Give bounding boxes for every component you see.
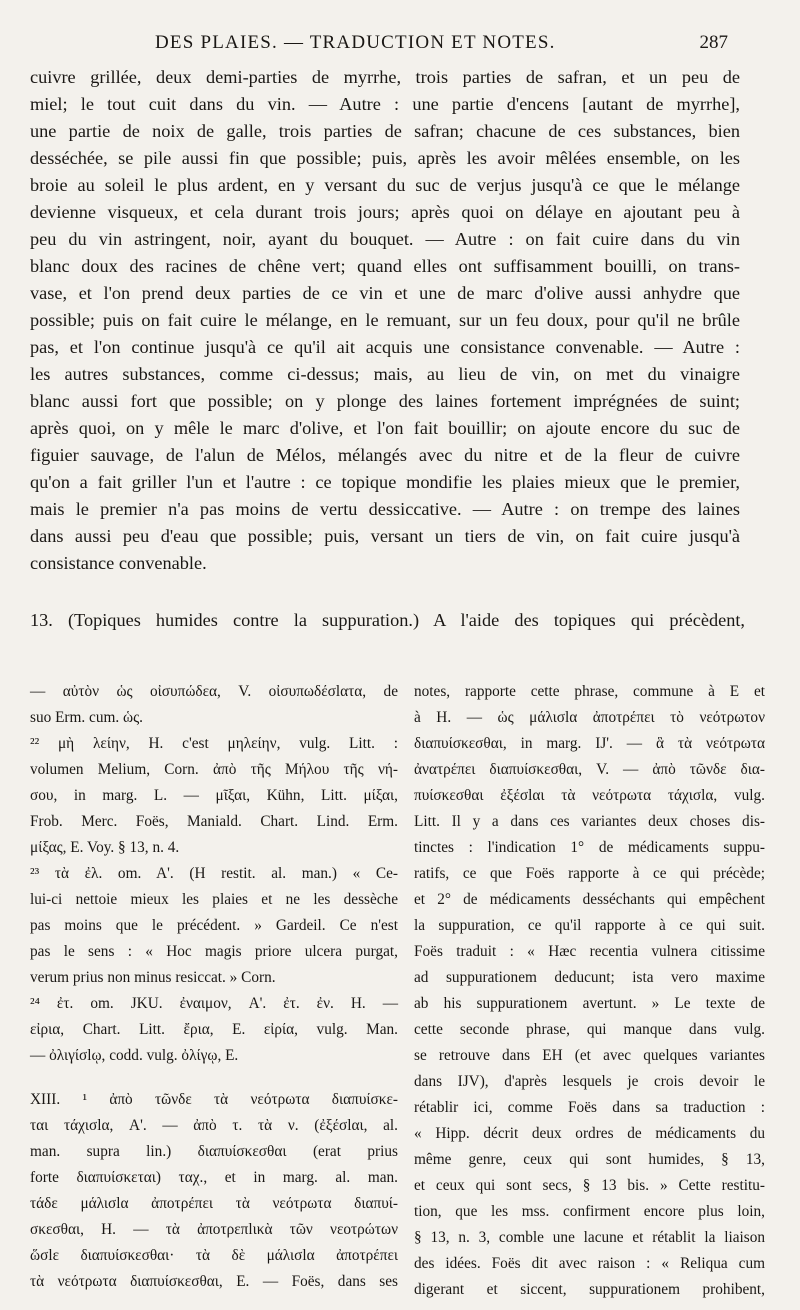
footnote-line: digerant et siccent, suppurationem prohibent, — [414, 1281, 765, 1298]
footnote-line: volumen Melium, Corn. ἀπὸ τῆς Μήλου τῆς νή- — [30, 761, 398, 778]
footnote-line: cette seconde phrase, qui manque dans vulg. — [414, 1021, 765, 1038]
footnote-line: Foës traduit : « Hæc recentia vulnera citissime — [414, 943, 765, 960]
text-line: vase, et l'on prend deux parties de ce vin et une de marc d'olive aussi anhydre que — [30, 283, 740, 303]
footnote-line: ab his suppurationem avertunt. » Le texte de — [414, 995, 765, 1012]
text-line: devienne visqueux, et cela durant trois jours; après quoi on délaye en ajoutant peu à — [30, 202, 740, 222]
text-line: peu du vin astringent, noir, ayant du bouquet. — Autre : on fait cuire dans du vin — [30, 229, 740, 249]
footnote-line: suo Erm. cum. ὡς. — [30, 709, 143, 726]
footnote-line: ratifs, ce que Foës rapporte à ce qui précède; — [414, 865, 765, 882]
footnote-line: dans IJV), d'après lesquels je crois devoir le — [414, 1073, 765, 1090]
text-line: miel; le tout cuit dans du vin. — Autre : une partie d'encens [autant de myrrhe], — [30, 94, 740, 114]
footnote-line: ²³ τὰ ἐλ. om. A'. (H restit. al. man.) « Ce- — [30, 865, 398, 882]
text-line: qu'on a fait griller l'un et l'autre : ce topique mondifie les plaies mieux que le premier, — [30, 472, 740, 492]
footnote-line: ²⁴ ἐτ. om. JKU. ἐναιμον, A'. ἐτ. ἐν. H. — — [30, 995, 398, 1012]
text-line: blanc aussi fort que possible; on y plonge des laines fortement imprégnées de suint; — [30, 391, 740, 411]
main-text — [30, 64, 740, 577]
footnote-line: § 13, n. 3, comble une lacune et rétablit la liaison — [414, 1229, 765, 1246]
footnote-line: pas moins que le précédent. » Gardeil. Ce n'est — [30, 917, 398, 934]
text-line: dans aussi peu d'eau que possible; puis, versant un tiers de vin, on fait cuire jusqu'à — [30, 526, 740, 546]
footnote-line: tion, que les mss. confirment encore plus loin, — [414, 1203, 765, 1220]
footnote-line: même genre, ceux qui sont humides, § 13, — [414, 1151, 765, 1168]
footnote-line: verum prius non minus resiccat. » Corn. — [30, 969, 276, 986]
footnote-line: man. supra lin.) διαπυίσκεσθαι (erat prius — [30, 1143, 398, 1160]
footnote-line: σκεσθαι, H. — τὰ ἀποτρεπlικὰ τῶν νεοτρώτων — [30, 1221, 398, 1238]
footnote-line: — ὀλιγίσlῳ, codd. vulg. ὀλίγῳ, E. — [30, 1047, 239, 1064]
footnote-line: διαπυίσκεσθαι, in marg. IJ'. — ἃ τὰ νεότρωτα — [414, 735, 765, 752]
footnote-line: Litt. Il y a dans ces variantes deux choses dis- — [414, 813, 765, 830]
footnote-line: forte διαπυίσκεται) ταχ., et in marg. al. man. — [30, 1169, 398, 1186]
text-line: broie au soleil le plus ardent, en y versant du suc de verjus jusqu'à ce que le mélange — [30, 175, 740, 195]
footnote-line: la suppuration, ce qu'il rapporte à ce qui suit. — [414, 917, 765, 934]
footnote-line: σου, in marg. L. — μῖξαι, Kühn, Litt. μίξαι, — [30, 787, 398, 804]
footnote-line: tinctes : l'indication 1° de médicaments suppu- — [414, 839, 765, 856]
text-line: consistance convenable. — [30, 553, 207, 573]
footnotes-right-column — [414, 679, 765, 1303]
text-line: les autres substances, comme ci-dessus; mais, au lieu de vin, on met du vinaigre — [30, 364, 740, 384]
footnote-line: εἰρια, Chart. Litt. ἔρια, E. εἰρία, vulg. Man. — [30, 1021, 398, 1038]
footnote-line: à H. — ὡς μάλισlα ἀποτρέπει τὸ νεότρωτον — [414, 709, 765, 726]
footnote-line: Frob. Merc. Foës, Maniald. Chart. Lind. Erm. — [30, 813, 398, 830]
footnote-line: ἀνατρέπει διαπυίσκεσθαι, V. — ἀπὸ τῶνδε δια- — [414, 761, 765, 778]
text-line: figuier sauvage, de l'alun de Mélos, mélangés avec du nitre et de la fleur de cuivre — [30, 445, 740, 465]
footnote-line: μίξας, E. Voy. § 13, n. 4. — [30, 839, 180, 856]
footnote-line: lui-ci nettoie mieux les plaies et ne les dessèche — [30, 891, 398, 908]
footnote-line: « Hipp. décrit deux ordres de médicaments du — [414, 1125, 765, 1142]
footnote-line: XIII. ¹ ἀπὸ τῶνδε τὰ νεότρωτα διαπυίσκε- — [30, 1091, 398, 1108]
footnote-line: τάδε μάλισlα ἀποτρέπει τὰ νεότρωτα διαπυί- — [30, 1195, 398, 1212]
page-number: 287 — [699, 32, 728, 53]
text-line: blanc doux des racines de chêne vert; quand elles ont suffisamment bouilli, on trans- — [30, 256, 740, 276]
text-line: cuivre grillée, deux demi-parties de myrrhe, trois parties de safran, et un peu de — [30, 67, 740, 87]
footnote-line: ὥσlε διαπυίσκεσθαι· τὰ δὲ μάλισlα ἀποτρέπει — [30, 1247, 398, 1264]
note-gap — [30, 1069, 398, 1087]
text-line: desséchée, se pile aussi fin que possible; puis, après les avoir mêlées ensemble, on les — [30, 148, 740, 168]
running-head: DES PLAIES. — TRADUCTION ET NOTES. — [155, 32, 556, 53]
footnote-line: se retrouve dans EH (et avec quelques variantes — [414, 1047, 765, 1064]
text-line: mais le premier n'a pas moins de vertu dessiccative. — Autre : on trempe des laines — [30, 499, 740, 519]
text-line: après quoi, on y mêle le marc d'olive, et l'on fait bouillir; on ajoute encore du suc de — [30, 418, 740, 438]
footnote-line: ad suppurationem deducunt; ista vero maxime — [414, 969, 765, 986]
text-line: une partie de noix de galle, trois parties de safran; chacune de ces substances, bien — [30, 121, 740, 141]
text-line: possible; puis on fait cuire le mélange, en le remuant, sur un feu doux, pour qu'il ne brûle — [30, 310, 740, 330]
text-line: pas, et l'on continue jusqu'à ce qu'il ait acquis une consistance convenable. — Autre : — [30, 337, 740, 357]
footnote-line: et 2° de médicaments desséchants qui empêchent — [414, 891, 765, 908]
footnote-line: et ceux qui sont secs, § 13 bis. » Cette restitu- — [414, 1177, 765, 1194]
footnote-line: des idées. Foës dit avec raison : « Reliqua cum — [414, 1255, 765, 1272]
page-header — [0, 32, 800, 62]
footnote-line: πυίσκεσθαι ἐξέσlαι τὰ νεότρωτα τάχισlα, vulg. — [414, 787, 765, 804]
footnote-line: ²² μὴ λείην, H. c'est μηλείην, vulg. Litt. : — [30, 735, 398, 752]
footnote-line: ται τάχισlα, A'. — ἀπὸ τ. τὰ ν. (ἐξέσlαι, al. — [30, 1117, 398, 1134]
footnote-line: pas le sens : « Hoc magis priore ulcera purgat, — [30, 943, 398, 960]
footnotes-left-column — [30, 679, 398, 1295]
section-13-heading: 13. (Topiques humides contre la suppuration.) A l'aide des topiques qui précèdent, — [30, 610, 745, 630]
footnote-line: notes, rapporte cette phrase, commune à E et — [414, 683, 765, 700]
footnote-line: rétablir ici, comme Foës dans sa traduction : — [414, 1099, 765, 1116]
footnote-line: τὰ νεότρωτα διαπυίσκεσθαι, E. — Foës, dans ses — [30, 1273, 398, 1290]
footnote-line: — αὐτὸν ὡς οἰσυπώδεα, V. οἰσυπωδέσlατα, de — [30, 683, 398, 700]
